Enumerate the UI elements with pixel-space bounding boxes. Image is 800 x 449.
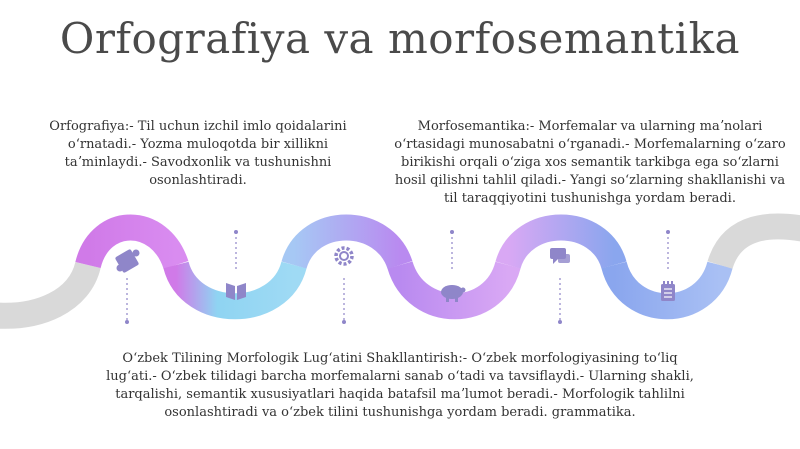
morphological-dictionary-text: Oʻzbek Tilining Morfologik Lugʻatini Shakllantirish:- Oʻzbek morfologiyasining toʻliq lugʻati.- Oʻzbek tilidagi barcha morfemalarni sanab oʻtadi va tavsiflaydi.- Ularning shakli, tarqalishi, semantik xususiyatlari haqida batafsil maʼlumot beradi.- Morfologik tahlilni osonlashtiradi va oʻzbek tilini tushunishga yordam beradi. grammatika.: [106, 351, 694, 420]
puzzle-icon: [115, 249, 140, 274]
chat-icon: [550, 248, 570, 264]
page-title: Orfografiya va morfosemantika: [59, 14, 741, 63]
gear-icon: [336, 248, 352, 264]
notepad-icon: [661, 281, 675, 301]
orfografiya-text: Orfografiya:- Til uchun izchil imlo qoidalarini oʻrnatadi.- Yozma muloqotda bir xillikni taʼminlaydi.- Savodxonlik va tushunishni osonlashtiradi.: [49, 119, 347, 188]
morfosemantika-text: Morfosemantika:- Morfemalar va ularning maʼnolari oʻrtasidagi munosabatni oʻrganadi.- Morfemalarning oʻzaro birikishi orqali oʻziga xos semantik tarkibga ega soʻzlarni hosil qilishni tahlil qiladi.- Yangi soʻzlarning shakllanishi va til taraqqiyotini tushunishga yordam beradi.: [394, 119, 786, 206]
